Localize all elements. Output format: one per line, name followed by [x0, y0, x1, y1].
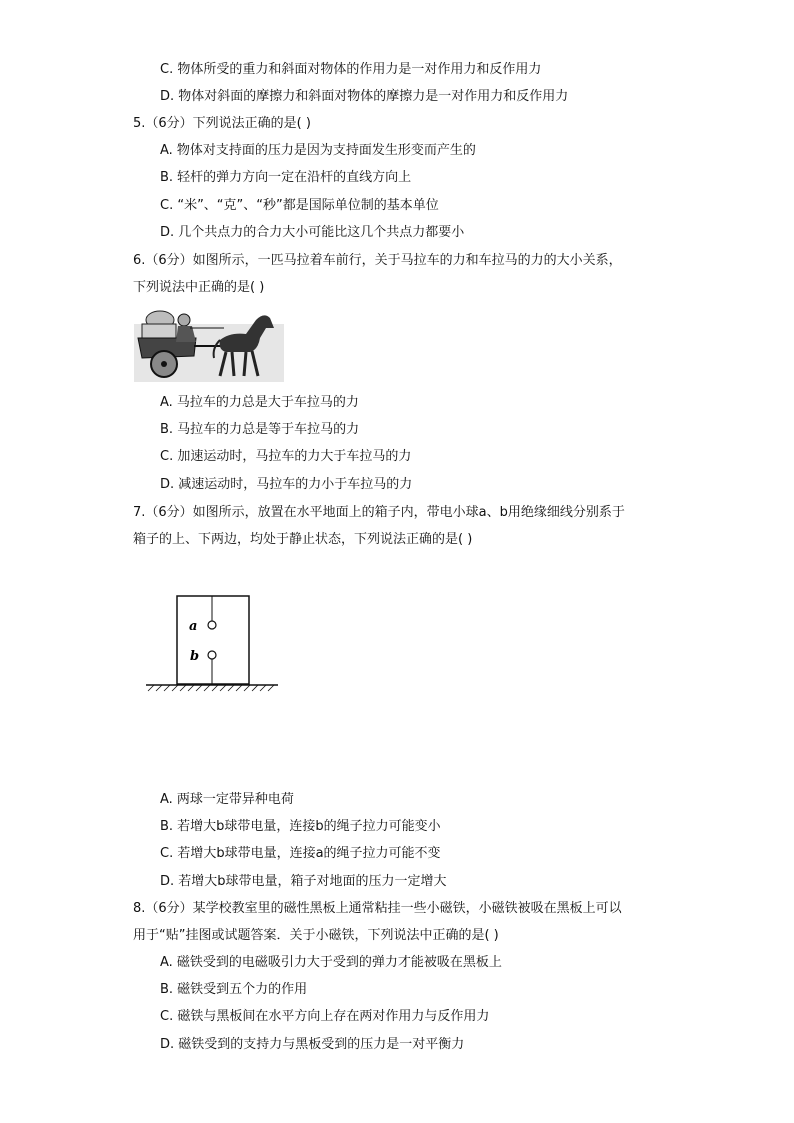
q7-stem-line2: 箱子的上、下两边，均处于静止状态，下列说法正确的是( ) — [133, 532, 473, 547]
q7-option-a: A. 两球一定带异种电荷 — [160, 792, 294, 807]
q6-stem-line1: 6.（6分）如图所示，一匹马拉着车前行，关于马拉车的力和车拉马的力的大小关系， — [133, 253, 622, 268]
q8-option-c: C. 磁铁与黑板间在水平方向上存在两对作用力与反作用力 — [160, 1009, 490, 1024]
ground-hatching — [148, 685, 274, 691]
label-b: b — [190, 649, 200, 664]
q8-option-b: B. 磁铁受到五个力的作用 — [160, 982, 308, 997]
q5-option-a: A. 物体对支持面的压力是因为支持面发生形变而产生的 — [160, 143, 476, 158]
q6-option-a: A. 马拉车的力总是大于车拉马的力 — [160, 395, 359, 410]
q7-stem-line1: 7.（6分）如图所示，放置在水平地面上的箱子内，带电小球a、b用绝缘细线分别系于 — [133, 505, 625, 520]
box-outline — [177, 596, 249, 684]
q7-option-b: B. 若增大b球带电量，连接b的绳子拉力可能变小 — [160, 819, 441, 834]
q6-option-b: B. 马拉车的力总是等于车拉马的力 — [160, 422, 360, 437]
q5-option-c: C. “米”、“克”、“秒”都是国际单位制的基本单位 — [160, 198, 439, 213]
q6-option-c: C. 加速运动时，马拉车的力大于车拉马的力 — [160, 449, 412, 464]
ball-a — [208, 621, 216, 629]
q5-option-b: B. 轻杆的弹力方向一定在沿杆的直线方向上 — [160, 170, 412, 185]
q4-option-c: C. 物体所受的重力和斜面对物体的作用力是一对作用力和反作用力 — [160, 62, 542, 77]
q6-option-d: D. 减速运动时，马拉车的力小于车拉马的力 — [160, 477, 413, 492]
q6-stem-line2: 下列说法中正确的是( ) — [133, 280, 265, 295]
q5-option-d: D. 几个共点力的合力大小可能比这几个共点力都要小 — [160, 225, 465, 240]
q8-stem-line1: 8.（6分）某学校教室里的磁性黑板上通常粘挂一些小磁铁，小磁铁被吸在黑板上可以 — [133, 901, 622, 916]
q8-stem-line2: 用于“贴”挂图或试题答案．关于小磁铁，下列说法中正确的是( ) — [133, 928, 499, 943]
charged-balls-box-diagram — [144, 594, 280, 694]
q8-option-a: A. 磁铁受到的电磁吸引力大于受到的弹力才能被吸在黑板上 — [160, 955, 502, 970]
q7-option-c: C. 若增大b球带电量，连接a的绳子拉力可能不变 — [160, 846, 441, 861]
q7-option-d: D. 若增大b球带电量，箱子对地面的压力一定增大 — [160, 874, 447, 889]
ball-b — [208, 651, 216, 659]
horse-cart-illustration — [134, 306, 284, 382]
q5-stem: 5.（6分）下列说法正确的是( ) — [133, 116, 311, 131]
label-a: a — [189, 619, 198, 634]
q8-option-d: D. 磁铁受到的支持力与黑板受到的压力是一对平衡力 — [160, 1037, 465, 1052]
q4-option-d: D. 物体对斜面的摩擦力和斜面对物体的摩擦力是一对作用力和反作用力 — [160, 89, 569, 104]
